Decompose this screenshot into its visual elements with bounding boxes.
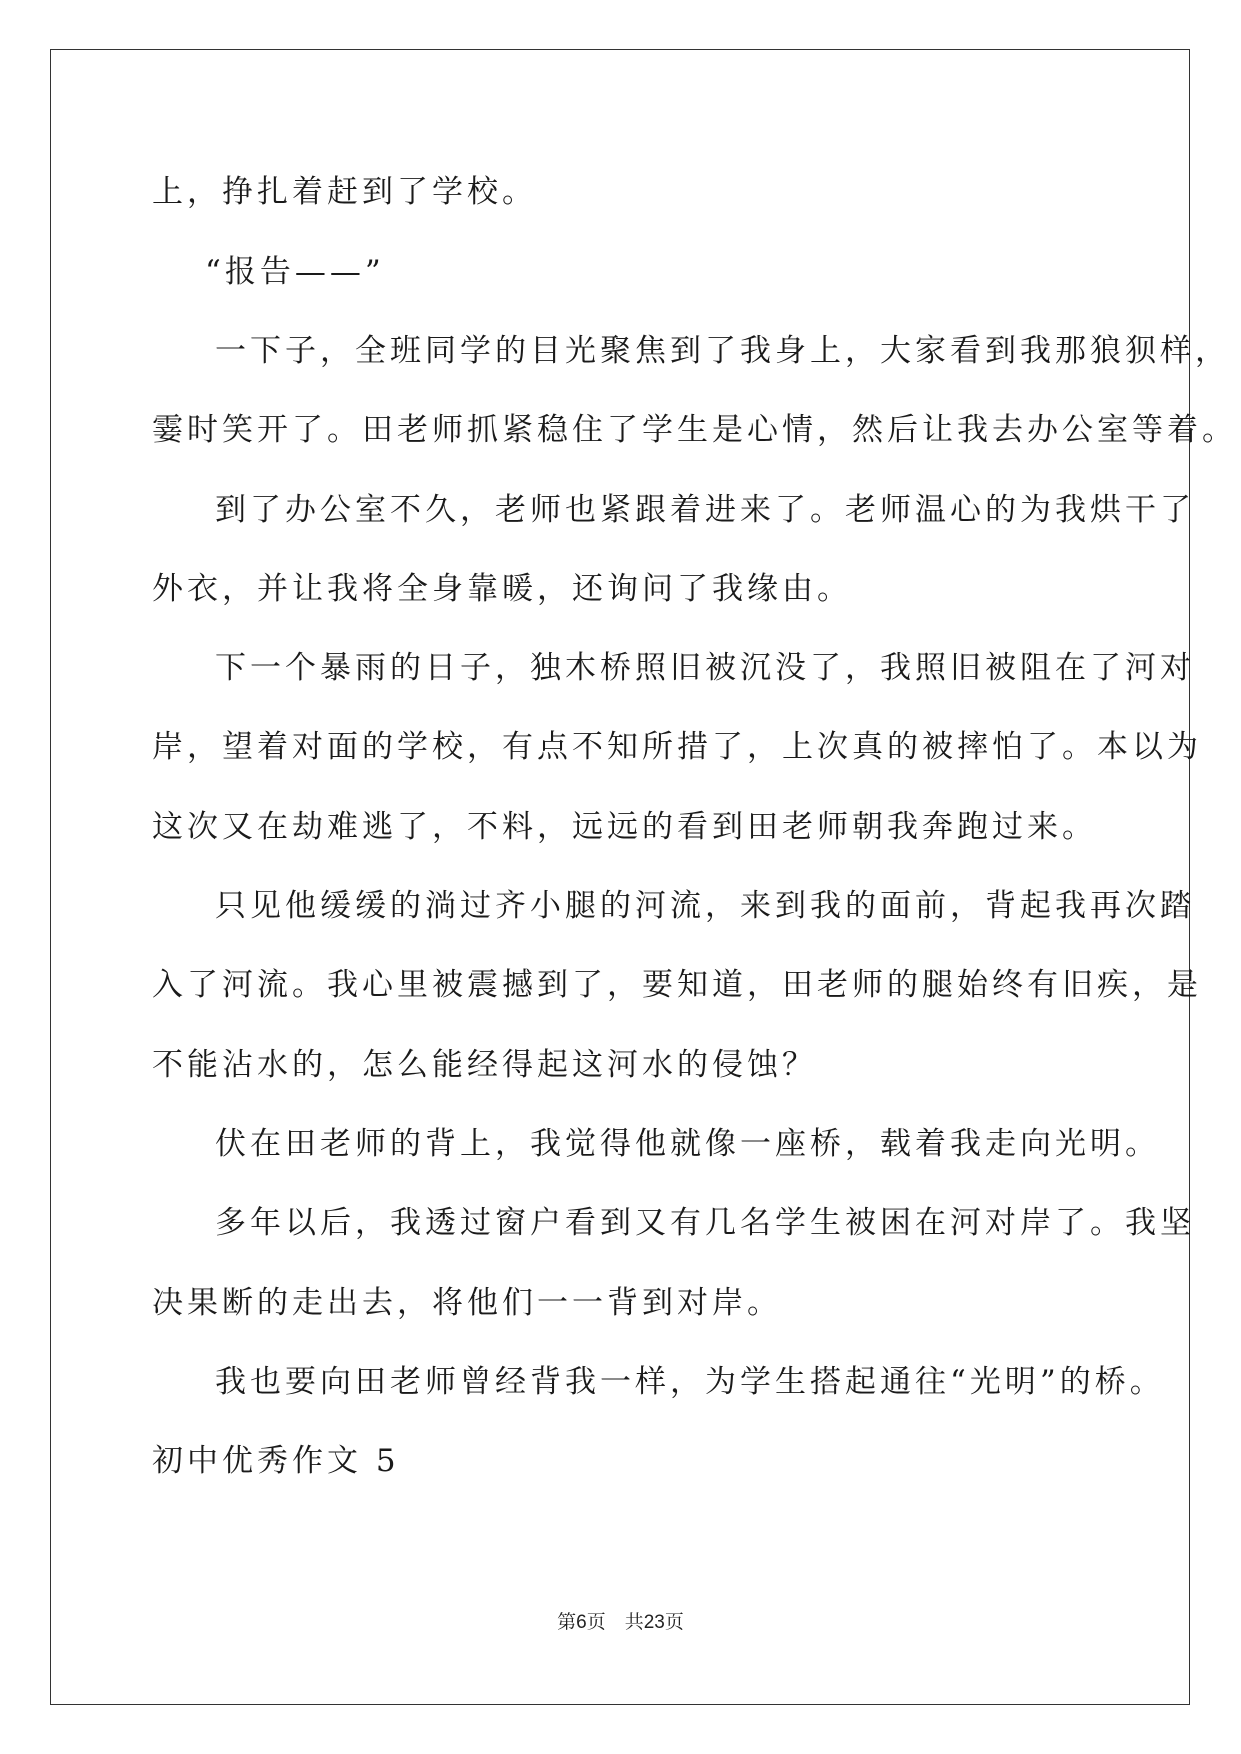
page-suffix: 页 [586, 1612, 606, 1633]
text-line-1: 上，挣扎着赶到了学校。 [152, 174, 537, 210]
total-prefix: 共 [624, 1612, 644, 1633]
text-line-7: 下一个暴雨的日子，独木桥照旧被沉没了，我照旧被阻在了河对 [215, 650, 1195, 686]
page-number: 6 [576, 1612, 587, 1633]
text-line-12: 不能沾水的，怎么能经得起这河水的侵蚀？ [152, 1047, 817, 1083]
text-line-6: 外衣，并让我将全身靠暖，还询问了我缘由。 [152, 571, 852, 607]
text-line-9: 这次又在劫难逃了，不料，远远的看到田老师朝我奔跑过来。 [152, 809, 1097, 845]
text-line-13: 伏在田老师的背上，我觉得他就像一座桥，载着我走向光明。 [215, 1126, 1160, 1162]
text-line-11: 入了河流。我心里被震撼到了，要知道，田老师的腿始终有旧疾，是 [152, 967, 1202, 1003]
total-pages: 23 [643, 1612, 665, 1633]
text-line-14: 多年以后，我透过窗户看到又有几名学生被困在河对岸了。我坚 [215, 1205, 1195, 1241]
text-line-3: 一下子，全班同学的目光聚焦到了我身上，大家看到我那狼狈样， [215, 333, 1230, 369]
total-suffix: 页 [664, 1612, 684, 1633]
text-line-10: 只见他缓缓的淌过齐小腿的河流，来到我的面前，背起我再次踏 [215, 888, 1195, 924]
text-line-16: 我也要向田老师曾经背我一样，为学生搭起通往“光明”的桥。 [215, 1364, 1165, 1400]
text-line-8: 岸，望着对面的学校，有点不知所措了，上次真的被摔怕了。本以为 [152, 729, 1202, 765]
text-line-15: 决果断的走出去，将他们一一背到对岸。 [152, 1285, 782, 1321]
text-line-2: “报告——” [205, 254, 385, 290]
page-footer [0, 1607, 1241, 1634]
text-line-5: 到了办公室不久，老师也紧跟着进来了。老师温心的为我烘干了 [215, 492, 1195, 528]
page-prefix: 第 [557, 1612, 577, 1633]
section-heading: 初中优秀作文 5 [152, 1443, 400, 1479]
text-line-4: 霎时笑开了。田老师抓紧稳住了学生是心情，然后让我去办公室等着。 [152, 412, 1237, 448]
